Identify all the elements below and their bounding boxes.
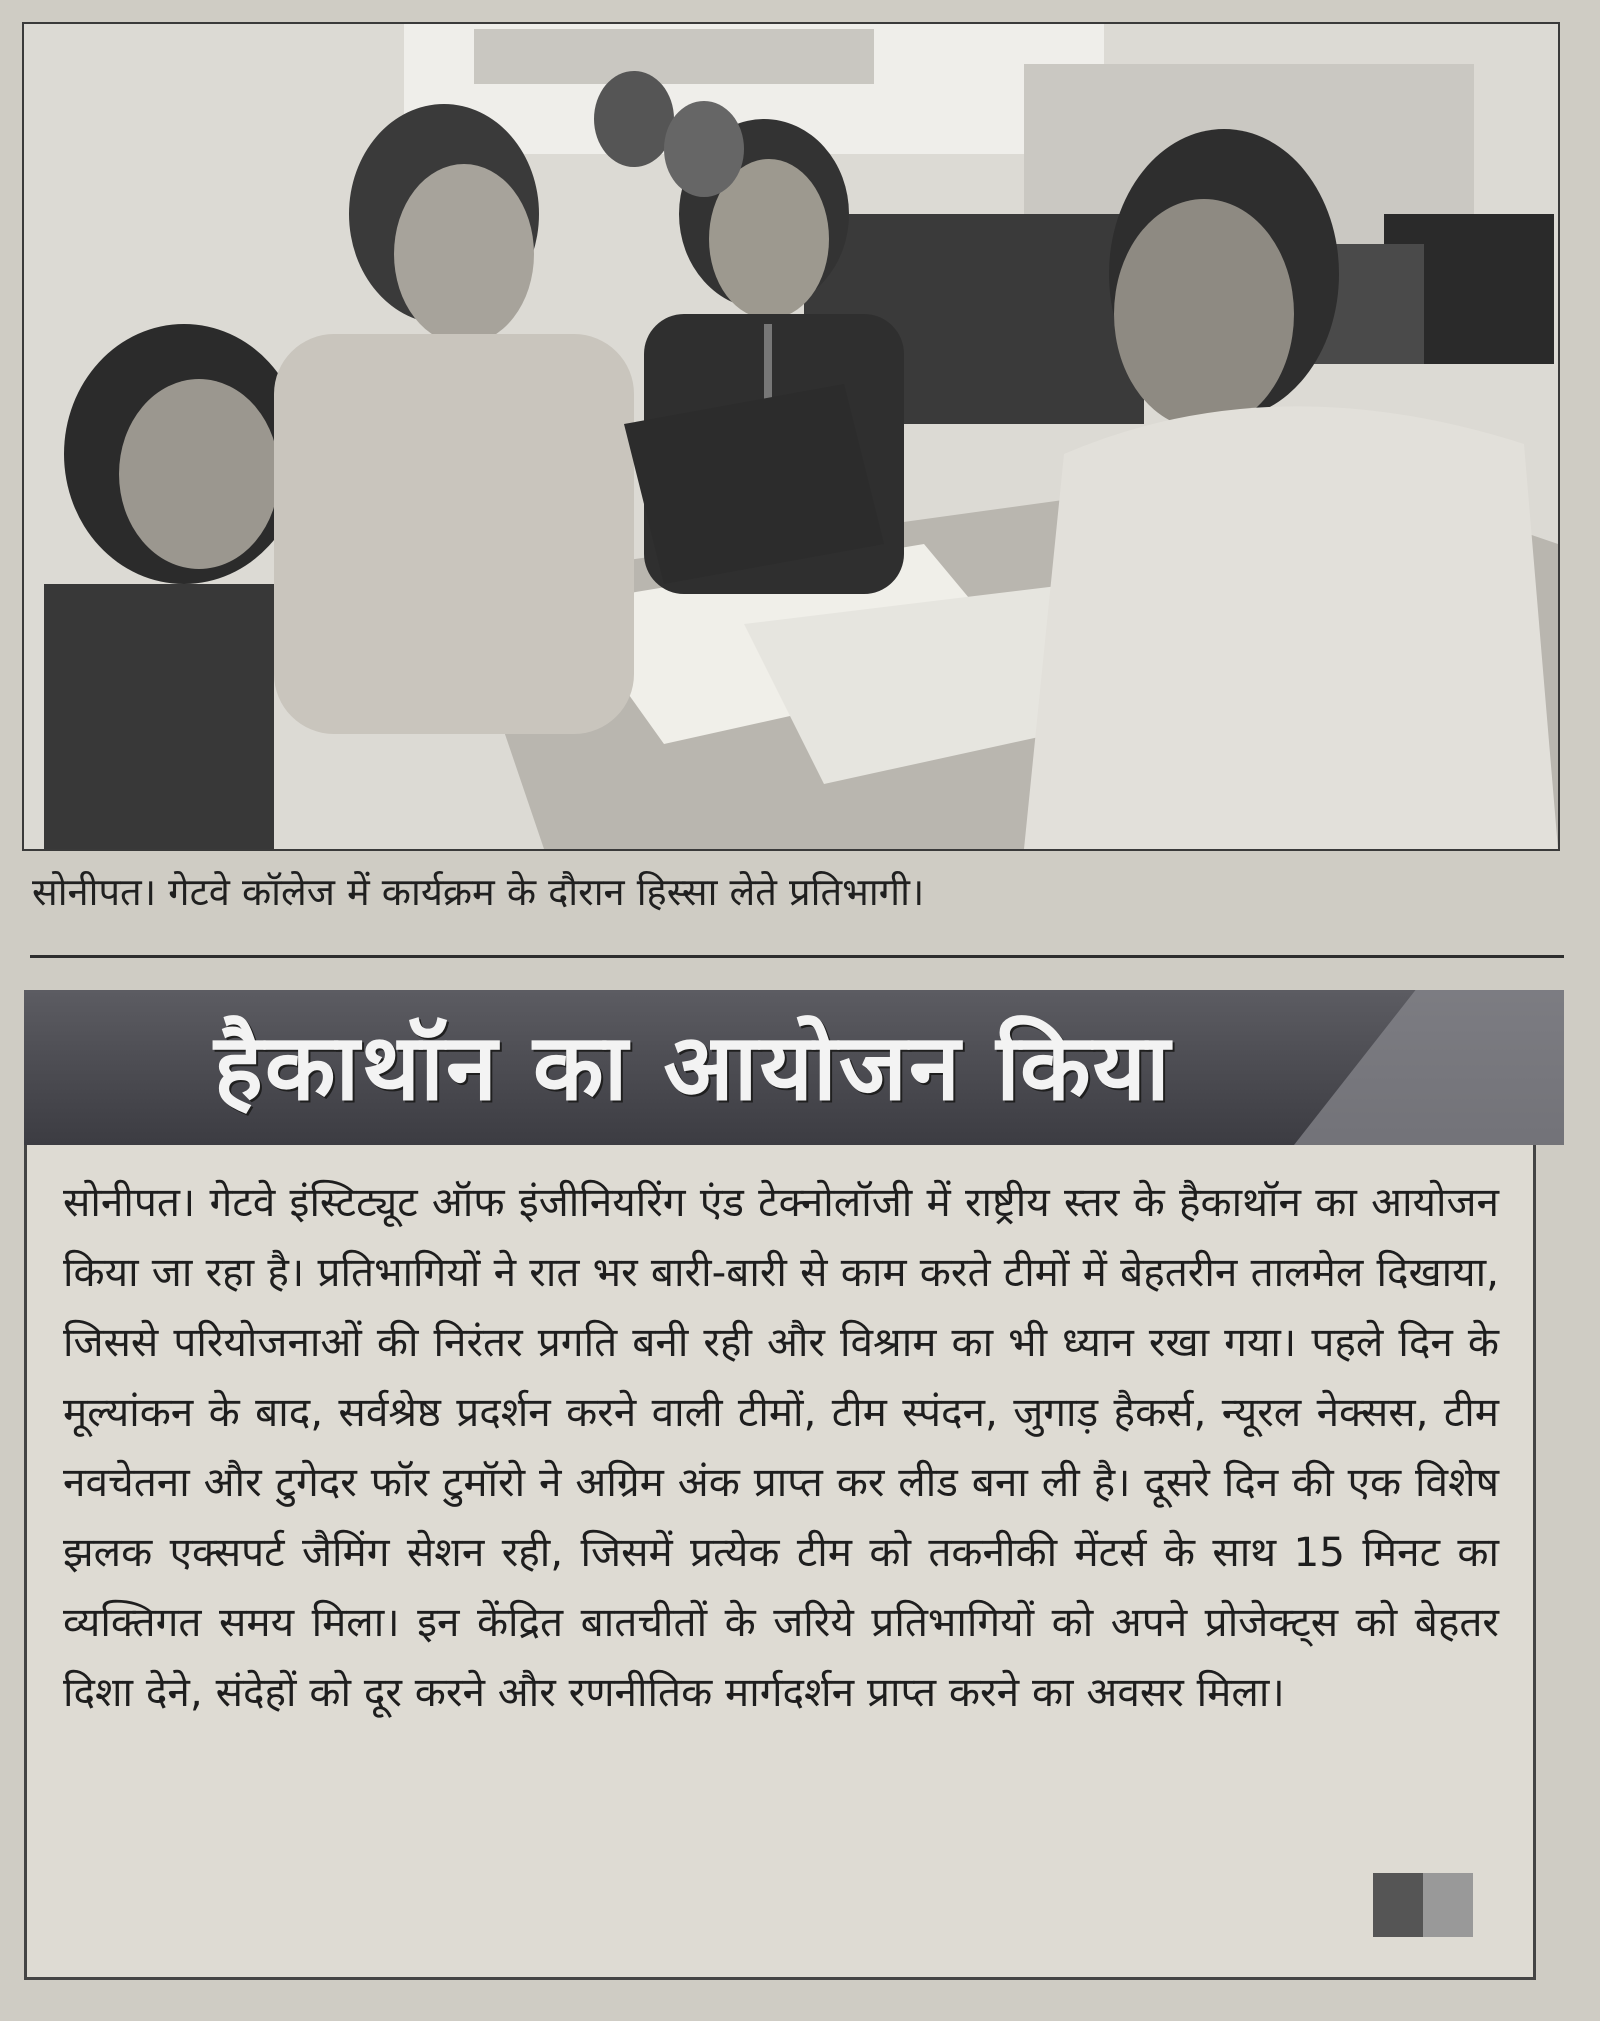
end-mark-icon — [1373, 1873, 1473, 1937]
headline-accent-stripe — [1294, 990, 1564, 1145]
section-divider — [30, 955, 1564, 958]
article-headline: हैकाथॉन का आयोजन किया — [214, 1014, 1172, 1121]
headline-band — [24, 990, 1564, 1145]
photo-caption: सोनीपत। गेटवे कॉलेज में कार्यक्रम के दौरान हिस्सा लेते प्रतिभागी। — [32, 870, 925, 914]
article-body-box — [24, 1145, 1536, 1980]
article-body: सोनीपत। गेटवे इंस्टिट्यूट ऑफ इंजीनियरिंग एंड टेक्नोलॉजी में राष्ट्रीय स्तर के हैकाथॉन का आयोजन किया जा रहा है। प्रतिभागियों ने रात भर बारी-बारी से काम करते टीमों में बेहतरीन तालमेल दिखाया, जिससे परियोजनाओं की निरंतर प्रगति बनी रही और विश्राम का भी ध्यान रखा गया। पहले दिन के मूल्यांकन के बाद, सर्वश्रेष्ठ प्रदर्शन करने वाली टीमों, टीम स्पंदन, जुगाड़ हैकर्स, न्यूरल नेक्सस, टीम नवचेतना और टुगेदर फॉर टुमॉरो ने अग्रिम अंक प्राप्त कर लीड बना ली है। दूसरे दिन की एक विशेष झलक एक्सपर्ट जैमिंग सेशन रही, जिसमें प्रत्येक टीम को तकनीकी मेंटर्स के साथ 15 मिनट का व्यक्तिगत समय मिला। इन केंद्रित बातचीतों के जरिये प्रतिभागियों को अपने प्रोजेक्ट्स को बेहतर दिशा देने, संदेहों को दूर करने और रणनीतिक मार्गदर्शन प्राप्त करने का अवसर मिला। — [63, 1178, 1499, 1716]
news-photo — [22, 22, 1560, 851]
participants-photo-illustration — [24, 24, 1558, 849]
